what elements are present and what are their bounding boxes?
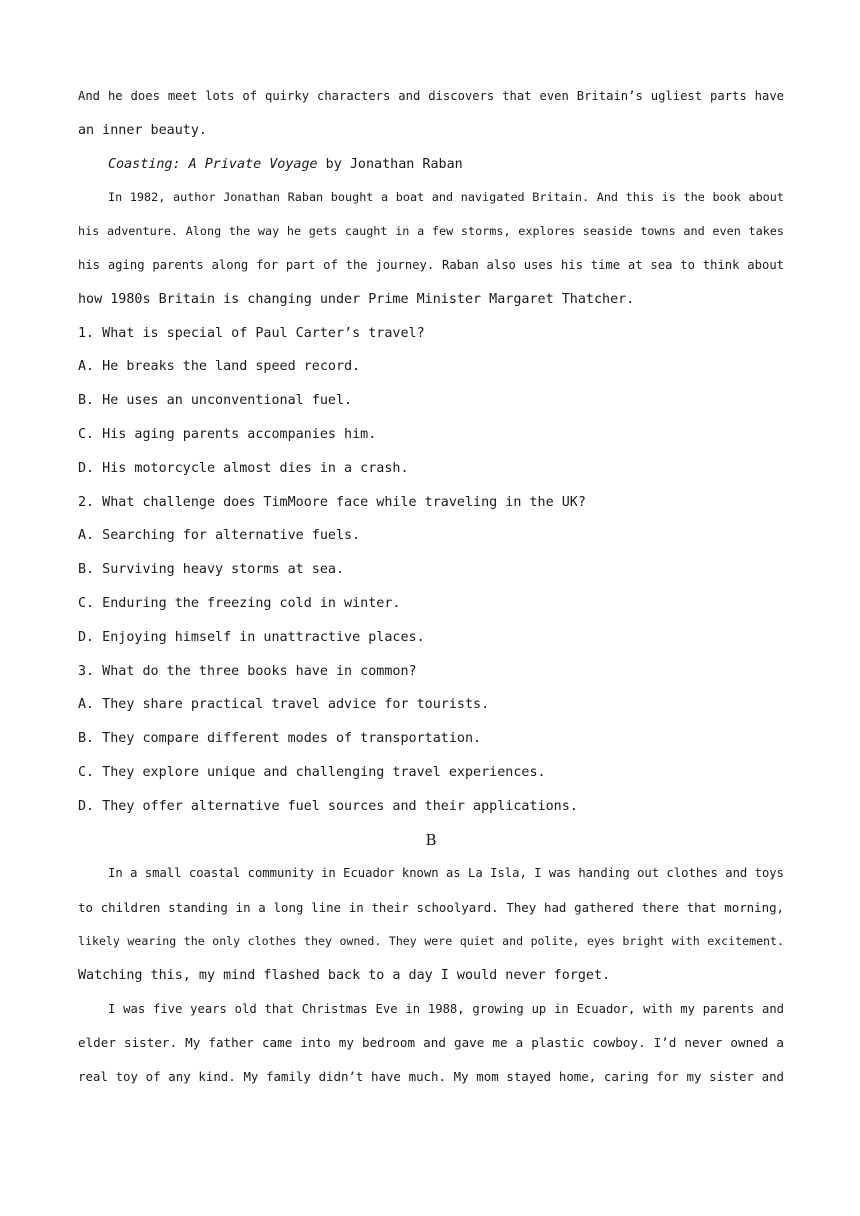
book-author: by Jonathan Raban (317, 156, 463, 172)
answer-option: C. His aging parents accompanies him. (78, 426, 377, 442)
answer-option: D. Enjoying himself in unattractive places. (78, 629, 425, 645)
question-stem: 2. What challenge does TimMoore face while traveling in the UK? (78, 494, 586, 510)
answer-option: D. His motorcycle almost dies in a crash. (78, 460, 409, 476)
document-page (78, 80, 784, 1094)
answer-option: C. Enduring the freezing cold in winter. (78, 595, 401, 611)
book-description-line: In 1982, author Jonathan Raban bought a boat and navigated Britain. And this is the book about (108, 190, 784, 205)
answer-option: A. They share practical travel advice for tourists. (78, 697, 490, 713)
question-stem: 3. What do the three books have in common? (78, 663, 417, 679)
answer-option: A. Searching for alternative fuels. (78, 528, 361, 544)
passage-text-line: likely wearing the only clothes they owned. They were quiet and polite, eyes bright with excitement. (78, 933, 784, 948)
book-description-line: his aging parents along for part of the journey. Raban also uses his time at sea to think about (78, 257, 784, 272)
book-description-line: his adventure. Along the way he gets caught in a few storms, explores seaside towns and even takes (78, 224, 784, 239)
passage-text-line: Watching this, my mind flashed back to a day I would never forget. (78, 967, 611, 983)
answer-option: B. Surviving heavy storms at sea. (78, 562, 345, 578)
answer-option: A. He breaks the land speed record. (78, 359, 361, 375)
book-title: Coasting: A Private Voyage (108, 156, 318, 172)
passage-text-line: In a small coastal community in Ecuador known as La Isla, I was handing out clothes and toys (108, 866, 784, 881)
passage-text-line: an inner beauty. (78, 122, 207, 138)
passage-text-line: to children standing in a long line in their schoolyard. They had gathered there that morning, (78, 900, 784, 916)
passage-text-line: real toy of any kind. My family didn’t have much. My mom stayed home, caring for my sister and (78, 1069, 784, 1085)
passage-text-line: elder sister. My father came into my bedroom and gave me a plastic cowboy. I’d never owned a (78, 1035, 784, 1051)
question-stem: 1. What is special of Paul Carter’s travel? (78, 325, 425, 341)
section-heading: B (425, 830, 437, 849)
passage-text-line: I was five years old that Christmas Eve in 1988, growing up in Ecuador, with my parents and (108, 1001, 784, 1016)
passage-text-line: And he does meet lots of quirky characters and discovers that even Britain’s ugliest parts have (78, 89, 784, 103)
book-heading (78, 148, 784, 182)
answer-option: B. He uses an unconventional fuel. (78, 393, 353, 409)
answer-option: B. They compare different modes of transportation. (78, 731, 482, 747)
answer-option: C. They explore unique and challenging travel experiences. (78, 764, 546, 780)
book-description-line: how 1980s Britain is changing under Prime Minister Margaret Thatcher. (78, 291, 635, 307)
answer-option: D. They offer alternative fuel sources and their applications. (78, 798, 578, 814)
